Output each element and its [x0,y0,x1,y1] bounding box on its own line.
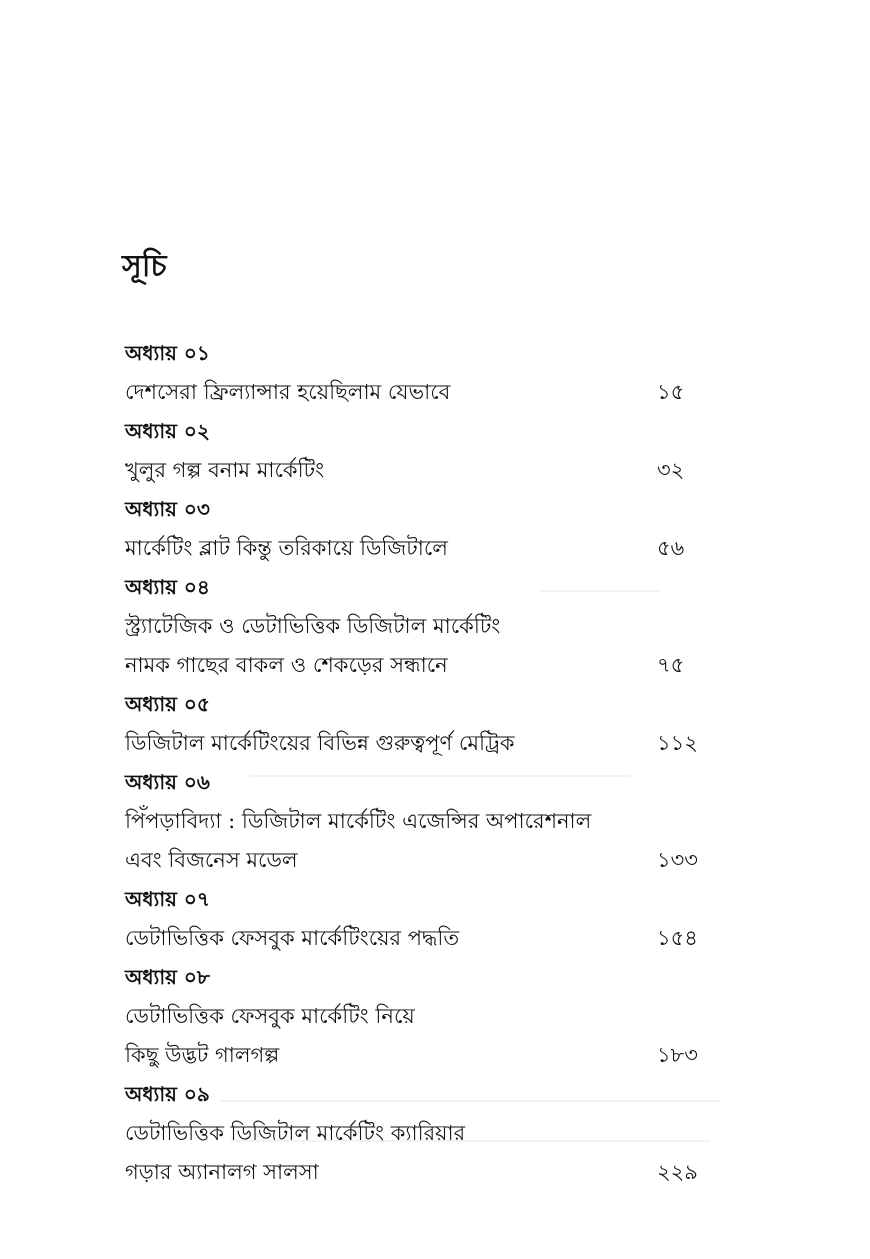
table-of-contents [125,334,725,1192]
page-number: ১১২ [657,731,698,755]
page-number: ৭৫ [657,653,685,677]
chapter-label: অধ্যায় ০১ [125,341,210,365]
chapter-label: অধ্যায় ০৩ [125,497,210,521]
chapter-title-line [125,724,725,763]
chapter-title-line [125,841,725,880]
page-number: ১৩৩ [657,848,698,872]
chapter-title: ডেটাভিত্তিক ফেসবুক মার্কেটিং নিয়ে [125,1004,415,1028]
chapter-title-line [125,802,725,841]
toc-chapter-01 [125,334,725,412]
page-number: ১৫৪ [657,926,698,950]
chapter-title-line [125,373,725,412]
chapter-title: এবং বিজনেস মডেল [125,848,298,872]
toc-chapter-05 [125,685,725,763]
chapter-label: অধ্যায় ০৫ [125,692,210,716]
toc-chapter-08 [125,958,725,1075]
chapter-title: ডেটাভিত্তিক ফেসবুক মার্কেটিংয়ের পদ্ধতি [125,926,460,950]
chapter-title-line [125,451,725,490]
chapter-title-line [125,1036,725,1075]
page-number: ১৫ [657,380,685,404]
chapter-title: ডিজিটাল মার্কেটিংয়ের বিভিন্ন গুরুত্বপূর্ণ মেট্রিক [125,731,515,755]
chapter-label: অধ্যায় ০৬ [125,770,210,794]
chapter-label: অধ্যায় ০৪ [125,575,210,599]
chapter-title: দেশসেরা ফ্রিল্যান্সার হয়েছিলাম যেভাবে [125,380,451,404]
chapter-label: অধ্যায় ০৭ [125,887,210,911]
contents-heading: সূচি [122,249,167,284]
chapter-label: অধ্যায় ০৮ [125,965,210,989]
toc-chapter-07 [125,880,725,958]
chapter-title: পিঁপড়াবিদ্যা : ডিজিটাল মার্কেটিং এজেন্সির অপারেশনাল [125,809,592,833]
chapter-title: কিছু উদ্ভট গালগল্প [125,1043,280,1067]
chapter-title-line [125,529,725,568]
toc-chapter-06 [125,763,725,880]
page-number: ৫৬ [657,536,685,560]
chapter-title-line [125,919,725,958]
toc-chapter-03 [125,490,725,568]
toc-chapter-09 [125,1075,725,1192]
chapter-title: খুলুর গল্প বনাম মার্কেটিং [125,458,325,482]
page-number: ২২৯ [657,1160,698,1184]
page-number: ১৮৩ [657,1043,698,1067]
chapter-title: স্ট্র্যাটেজিক ও ডেটাভিত্তিক ডিজিটাল মার্কেটিং [125,614,501,638]
chapter-title: মার্কেটিং ব্লাট কিন্তু তরিকায়ে ডিজিটালে [125,536,448,560]
chapter-title-line [125,1114,725,1153]
chapter-title: গড়ার অ্যানালগ সালসা [125,1160,319,1184]
chapter-title-line [125,997,725,1036]
toc-chapter-04 [125,568,725,685]
chapter-label: অধ্যায় ০৯ [125,1082,210,1106]
chapter-title: ডেটাভিত্তিক ডিজিটাল মার্কেটিং ক্যারিয়ার [125,1121,466,1145]
page-number: ৩২ [657,458,685,482]
chapter-title-line [125,1153,725,1192]
chapter-title: নামক গাছের বাকল ও শেকড়ের সন্ধানে [125,653,448,677]
chapter-label: অধ্যায় ০২ [125,419,210,443]
chapter-title-line [125,646,725,685]
toc-chapter-02 [125,412,725,490]
chapter-title-line [125,607,725,646]
